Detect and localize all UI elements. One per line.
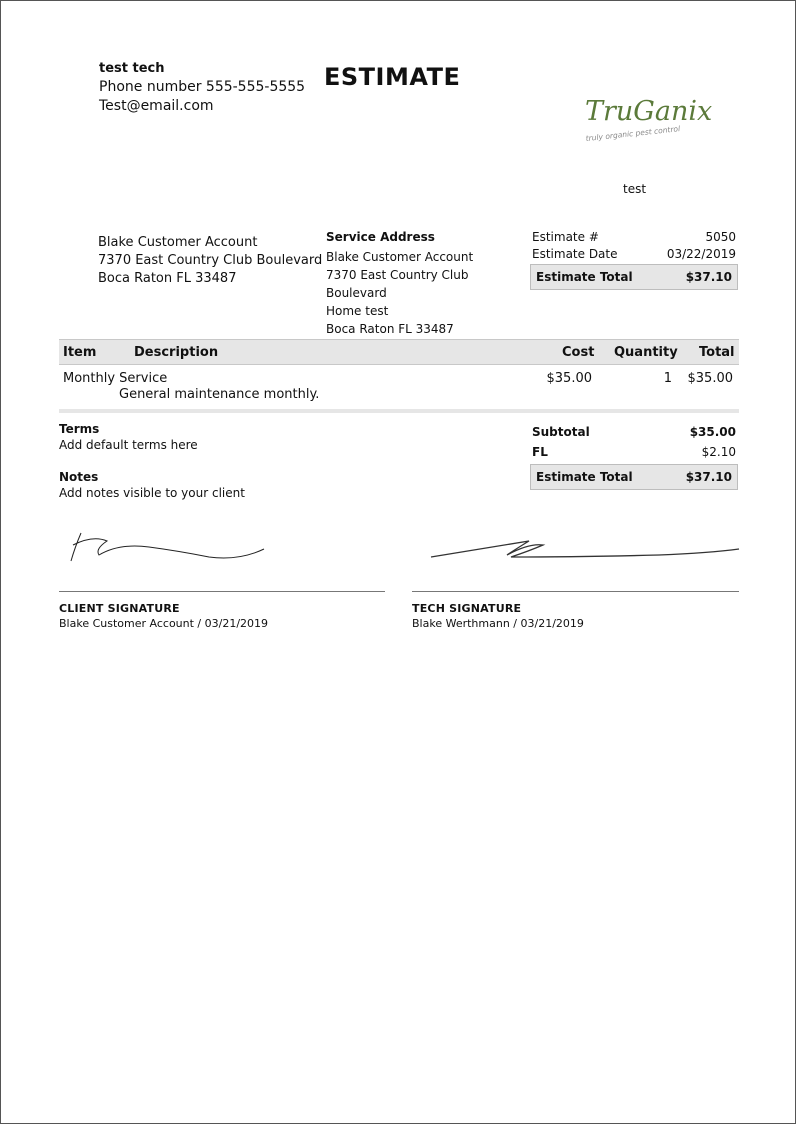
tech-signature-heading: TECH SIGNATURE [412, 602, 522, 615]
service-address-line: Boulevard [326, 286, 387, 300]
tech-signature-text: Blake Werthmann / 03/21/2019 [412, 617, 584, 630]
logo-tagline: truly organic pest control [585, 124, 681, 143]
cost-column-header: Cost [562, 345, 595, 360]
estimate-date-label: Estimate Date [532, 247, 618, 261]
estimate-total-box [530, 264, 738, 290]
grand-total-value: $37.10 [685, 470, 732, 484]
logo-wordmark: TruGanix [585, 96, 713, 127]
quantity-column-header: Quantity [614, 345, 678, 360]
tax-label: FL [532, 445, 548, 459]
tech-phone: Phone number 555-555-5555 [99, 79, 306, 95]
subtotal-value: $35.00 [689, 425, 736, 439]
table-row-quantity: 1 [663, 371, 672, 386]
grand-total-box [530, 464, 738, 490]
tax-row [530, 443, 738, 463]
document-title: ESTIMATE [324, 63, 461, 91]
logo-tag-text: test [623, 182, 647, 196]
tech-name: test tech [99, 61, 165, 76]
service-address-line: Home test [326, 304, 389, 318]
subtotal-label: Subtotal [532, 425, 590, 439]
estimate-date-value: 03/22/2019 [666, 247, 736, 261]
notes-text: Add notes visible to your client [59, 486, 245, 500]
tech-signature-line [412, 591, 739, 592]
subtotal-row [530, 423, 738, 443]
table-row-item: Monthly Service [63, 371, 168, 386]
item-column-header: Item [63, 345, 97, 360]
estimate-number-value: 5050 [705, 230, 736, 244]
client-signature-scribble [71, 533, 264, 561]
estimate-date-row [530, 246, 738, 263]
terms-text: Add default terms here [59, 438, 198, 452]
description-column-header: Description [134, 345, 219, 360]
service-address-heading: Service Address [326, 230, 435, 244]
tax-value: $2.10 [701, 445, 736, 459]
items-table-divider [59, 409, 739, 413]
table-row-total: $35.00 [687, 371, 733, 386]
bill-to-line: 7370 East Country Club Boulevard [98, 253, 323, 268]
client-signature-line [59, 591, 385, 592]
estimate-total-label: Estimate Total [536, 270, 633, 284]
items-table-header [59, 339, 739, 365]
grand-total-label: Estimate Total [536, 470, 633, 484]
estimate-number-row [530, 229, 738, 246]
bill-to-address [98, 234, 322, 288]
service-address-line: Boca Raton FL 33487 [326, 322, 454, 336]
client-signature-heading: CLIENT SIGNATURE [59, 602, 180, 615]
table-row-description: General maintenance monthly. [119, 387, 320, 402]
estimate-total-value: $37.10 [685, 270, 732, 284]
signature-drawings [59, 521, 739, 581]
service-address-line: Blake Customer Account [326, 250, 474, 264]
total-column-header: Total [699, 345, 735, 360]
tech-email: Test@email.com [99, 98, 214, 114]
client-signature-text: Blake Customer Account / 03/21/2019 [59, 617, 269, 630]
bill-to-line: Boca Raton FL 33487 [98, 271, 237, 286]
estimate-number-label: Estimate # [532, 230, 599, 244]
bill-to-line: Blake Customer Account [98, 235, 258, 250]
tech-signature-scribble [431, 541, 739, 557]
totals-summary [530, 423, 738, 490]
service-address [326, 228, 473, 338]
terms-heading: Terms [59, 422, 100, 436]
service-address-line: 7370 East Country Club [326, 268, 469, 282]
company-logo [539, 87, 713, 157]
estimate-meta [530, 229, 738, 290]
notes-heading: Notes [59, 470, 99, 484]
table-row-cost: $35.00 [546, 371, 592, 386]
